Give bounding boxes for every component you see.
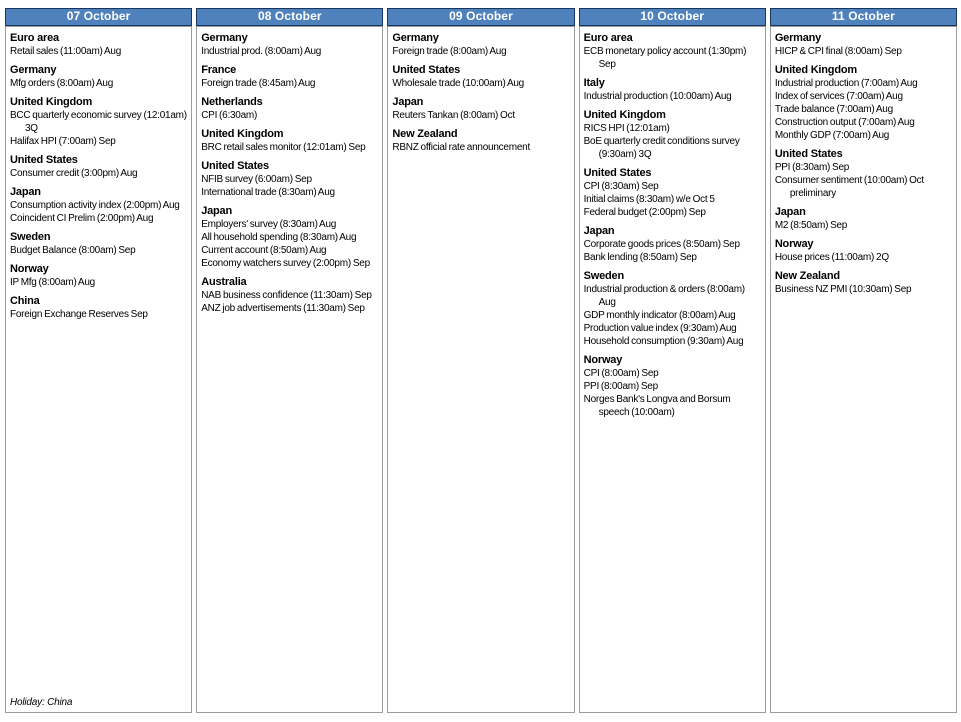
country-group [10,294,188,321]
event-item: Production value index (9:30am) Aug [583,323,737,334]
country-label: Germany [392,32,439,44]
event-item: Initial claims (8:30am) w/e Oct 5 [583,194,715,205]
country-group [775,63,953,142]
event-item: Halifax HPI (7:00am) Sep [10,136,116,147]
event-item: BoE quarterly credit conditions survey (9:30am) 3Q [583,136,740,160]
country-label: Australia [201,276,247,288]
event-item: CPI (6:30am) [201,110,258,121]
country-label: Japan [10,186,41,198]
event-item: Industrial production (7:00am) Aug [774,78,918,89]
country-group [775,269,953,296]
holiday-note: Holiday: China [10,697,73,708]
event-item: Mfg orders (8:00am) Aug [10,78,114,89]
country-group [775,147,953,200]
country-label: United Kingdom [201,128,284,140]
country-label: China [10,295,40,307]
day-header: 10 October [579,8,766,26]
day-body [770,26,957,713]
day-header: 11 October [770,8,957,26]
event-item: Industrial production (10:00am) Aug [583,91,732,102]
event-item: RICS HPI (12:01am) [583,123,670,134]
country-group [201,95,379,122]
event-item: International trade (8:30am) Aug [201,187,335,198]
country-label: Norway [774,238,814,250]
event-item: Budget Balance (8:00am) Sep [10,245,136,256]
day-body [196,26,383,713]
event-item: Economy watchers survey (2:00pm) Sep [201,258,370,269]
country-group [10,95,188,148]
country-group [10,262,188,289]
day-column [387,8,574,713]
country-label: United States [774,148,843,160]
event-item: NFIB survey (6:00am) Sep [201,174,312,185]
event-item: Retail sales (11:00am) Aug [10,46,122,57]
event-item: CPI (8:30am) Sep [583,181,659,192]
event-item: ANZ job advertisements (11:30am) Sep [201,303,365,314]
country-label: Germany [201,32,248,44]
country-group [775,205,953,232]
country-group [584,76,762,103]
country-group [201,31,379,58]
event-item: Industrial production & orders (8:00am) Aug [583,284,745,308]
event-item: HICP & CPI final (8:00am) Sep [774,46,902,57]
day-header: 07 October [5,8,192,26]
event-item: Monthly GDP (7:00am) Aug [774,130,890,141]
country-group [584,224,762,264]
country-label: United States [10,154,78,166]
country-label: United States [583,167,652,179]
country-group [584,108,762,161]
country-label: Netherlands [201,96,263,108]
event-item: M2 (8:50am) Sep [774,220,848,231]
event-item: Foreign trade (8:00am) Aug [392,46,507,57]
country-label: Sweden [583,270,624,282]
day-column [770,8,957,713]
event-item: CPI (8:00am) Sep [583,368,659,379]
event-item: House prices (11:00am) 2Q [774,252,889,263]
event-item: Consumer credit (3:00pm) Aug [10,168,138,179]
event-item: Trade balance (7:00am) Aug [774,104,893,115]
country-label: Germany [10,64,57,76]
country-label: United Kingdom [10,96,93,108]
day-column [196,8,383,713]
country-group [392,63,570,90]
event-item: RBNZ official rate announcement [392,142,530,153]
day-column [579,8,766,713]
event-item: Business NZ PMI (10:30am) Sep [774,284,912,295]
event-item: PPI (8:30am) Sep [774,162,850,173]
country-label: Germany [774,32,822,44]
country-group [584,31,762,71]
country-group [201,275,379,315]
event-item: Current account (8:50am) Aug [201,245,327,256]
country-group [201,127,379,154]
country-label: United States [201,160,269,172]
event-item: GDP monthly indicator (8:00am) Aug [583,310,736,321]
event-item: Foreign Exchange Reserves Sep [10,309,148,320]
country-label: New Zealand [392,128,458,140]
day-body [387,26,574,713]
event-item: Consumption activity index (2:00pm) Aug [10,200,180,211]
country-label: Italy [583,77,605,89]
country-group [392,127,570,154]
country-label: Japan [392,96,424,108]
country-label: Euro area [583,32,633,44]
event-item: Construction output (7:00am) Aug [774,117,915,128]
event-item: Foreign trade (8:45am) Aug [201,78,316,89]
event-item: Coincident CI Prelim (2:00pm) Aug [10,213,154,224]
country-group [584,269,762,348]
country-label: Sweden [10,231,51,243]
event-item: Industrial prod. (8:00am) Aug [201,46,322,57]
event-item: NAB business confidence (11:30am) Sep [201,290,372,301]
country-label: France [201,64,237,76]
event-item: Index of services (7:00am) Aug [774,91,903,102]
country-label: New Zealand [774,270,840,282]
country-group [10,230,188,257]
country-group [10,31,188,58]
country-label: Japan [201,205,232,217]
country-label: Japan [774,206,806,218]
country-label: Euro area [10,32,59,44]
event-item: Wholesale trade (10:00am) Aug [392,78,524,89]
calendar-columns [5,8,957,713]
event-item: BRC retail sales monitor (12:01am) Sep [201,142,366,153]
country-label: United States [392,64,461,76]
event-item: PPI (8:00am) Sep [583,381,658,392]
country-group [201,204,379,270]
country-label: United Kingdom [583,109,666,121]
country-group [10,153,188,180]
country-group [10,63,188,90]
event-item: Reuters Tankan (8:00am) Oct [392,110,515,121]
event-item: ECB monetary policy account (1:30pm) Sep [583,46,747,70]
country-group [10,185,188,225]
day-column [5,8,192,713]
country-label: Japan [583,225,615,237]
event-item: All household spending (8:30am) Aug [201,232,357,243]
country-group [775,237,953,264]
country-group [584,353,762,419]
country-group [392,31,570,58]
country-group [584,166,762,219]
country-group [201,63,379,90]
day-header: 09 October [387,8,574,26]
event-item: IP Mfg (8:00am) Aug [10,277,95,288]
event-item: BCC quarterly economic survey (12:01am) 3Q [10,110,187,134]
event-item: Norges Bank's Longva and Borsum speech (10:00am) [583,394,731,418]
event-item: Consumer sentiment (10:00am) Oct preliminary [774,175,924,199]
event-item: Household consumption (9:30am) Aug [583,336,744,347]
country-group [201,159,379,199]
day-body [5,26,192,713]
country-label: Norway [583,354,623,366]
country-group [775,31,953,58]
event-item: Employers' survey (8:30am) Aug [201,219,337,230]
country-group [392,95,570,122]
day-header: 08 October [196,8,383,26]
event-item: Federal budget (2:00pm) Sep [583,207,706,218]
country-label: Norway [10,263,49,275]
event-item: Corporate goods prices (8:50am) Sep [583,239,740,250]
day-body [579,26,766,713]
event-item: Bank lending (8:50am) Sep [583,252,697,263]
country-label: United Kingdom [774,64,857,76]
